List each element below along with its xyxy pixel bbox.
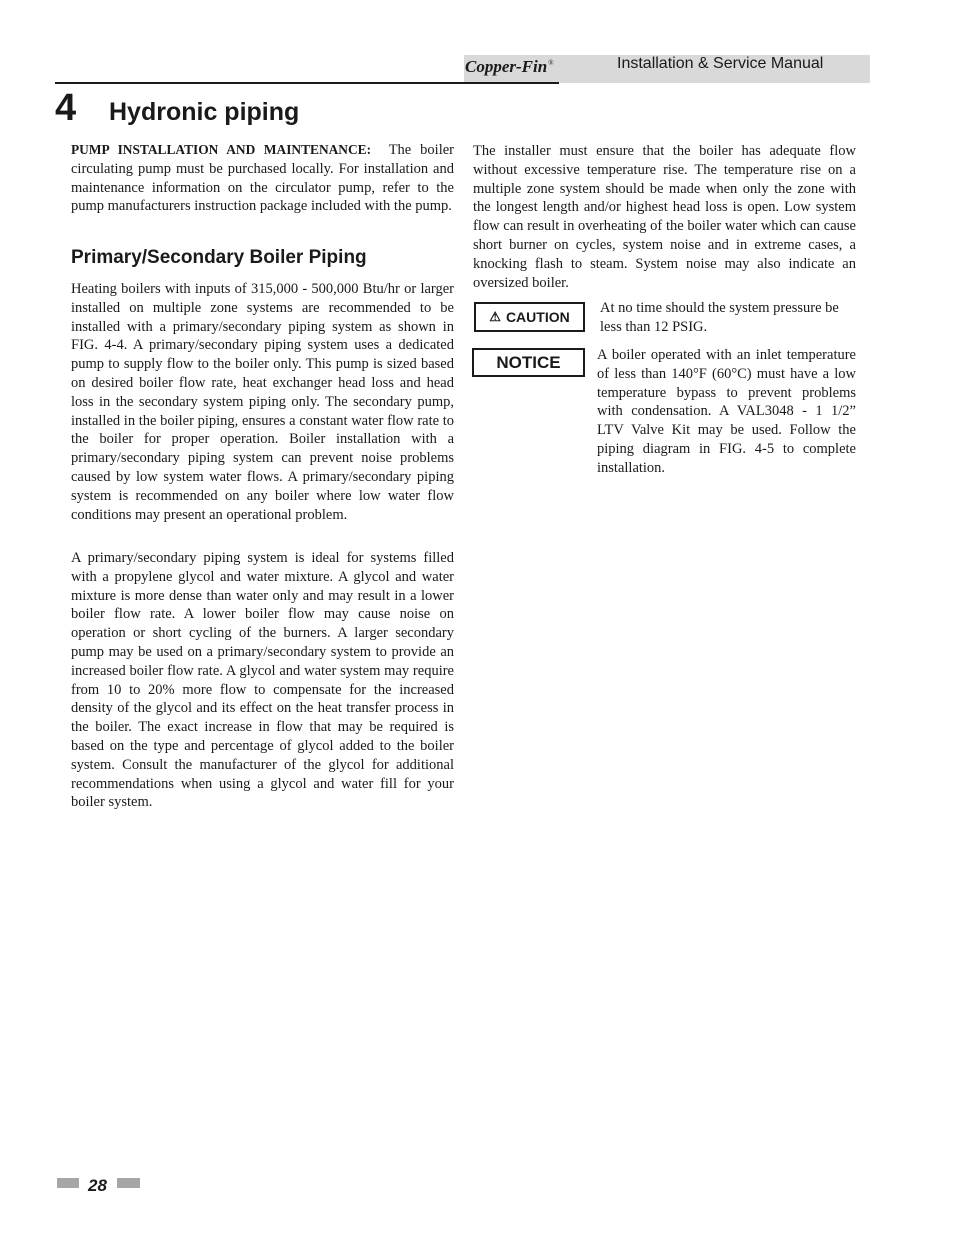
primary-secondary-paragraph-2: A primary/secondary piping system is ideal for systems filled with a propylene glycol and water mixture. A glycol and water mixture is more dense than water only and may result in a lower boiler flow rate. A lower boiler flow may cause noise on operation or short cycling of the burners. A larger secondary pump may be used on a primary/secondary system to provide an increased boiler flow rate. A glycol and water system may require from 10 to 20% more flow to compensate for the increased density of the glycol and its effect on the heat transfer process in the boiler. The exact increase in flow that may be required is based on the type and percentage of glycol added to the boiler system. Consult the manufacturer of the glycol for additional recommendations when using a glycol and water fill for your boiler system.	[71, 550, 454, 811]
manual-title: Installation & Service Manual	[617, 55, 824, 72]
chapter-number: 4	[55, 87, 77, 129]
pump-installation-heading: PUMP INSTALLATION AND MAINTENANCE:	[71, 142, 372, 157]
flow-requirements-paragraph: The installer must ensure that the boiler has adequate flow without excessive temperature rise. The temperature rise on a multiple zone system should be made when only the zone with the longest length and/or highest head loss is open. Low system flow can result in overheating of the boiler water which can cause short burner on cycles, system noise and in extreme cases, a knocking flash to steam. System noise may also indicate an oversized boiler.	[473, 143, 856, 291]
section-heading: Primary/Secondary Boiler Piping	[71, 247, 367, 268]
brand-name: Copper-Fin®	[465, 57, 554, 76]
primary-secondary-paragraph-1: Heating boilers with inputs of 315,000 - 500,000 Btu/hr or larger installed on multiple zone systems are recommended to be installed with a primary/secondary piping system as shown in FIG. 4-4. A primary/secondary piping system uses a dedicated pump to supply flow to the boiler only. This pump is sized based on desired boiler flow rate, heat exchanger head loss and head loss in the secondary system piping only. The secondary pump, installed in the boiler piping, ensures a constant water flow rate to the boiler for proper operation. Boiler installation with a primary/secondary piping system can prevent noise problems caused by low system water flows. A primary/secondary piping system is recommended on any boiler where low water flow conditions may present an operational problem.	[71, 281, 454, 523]
page-number: 28	[88, 1176, 107, 1195]
footer-bar-left	[57, 1178, 79, 1188]
pump-installation-text: The boiler circulating pump must be purchased locally. For installation and maintenance information on the circulator pump, refer to the pump manufacturers instruction package included with the pump.	[71, 142, 454, 215]
header-rule	[55, 82, 559, 84]
caution-text: At no time should the system pressure be less than 12 PSIG.	[600, 300, 839, 335]
pump-installation-paragraph	[71, 141, 454, 216]
notice-label	[472, 348, 585, 377]
caution-label	[474, 302, 585, 332]
chapter-title: Hydronic piping	[109, 98, 300, 126]
warning-triangle-icon: ⚠	[489, 309, 501, 324]
notice-text: A boiler operated with an inlet temperature of less than 140°F (60°C) must have a low temperature bypass to prevent problems with condensation. A VAL3048 - 1 1/2” LTV Valve Kit may be used. Follow the piping diagram in FIG. 4-5 to complete installation.	[597, 347, 856, 476]
caution-label-text: CAUTION	[505, 309, 570, 325]
notice-label-text: NOTICE	[496, 352, 561, 372]
footer-bar-right	[117, 1178, 140, 1188]
brand-registered-mark: ®	[548, 59, 554, 68]
